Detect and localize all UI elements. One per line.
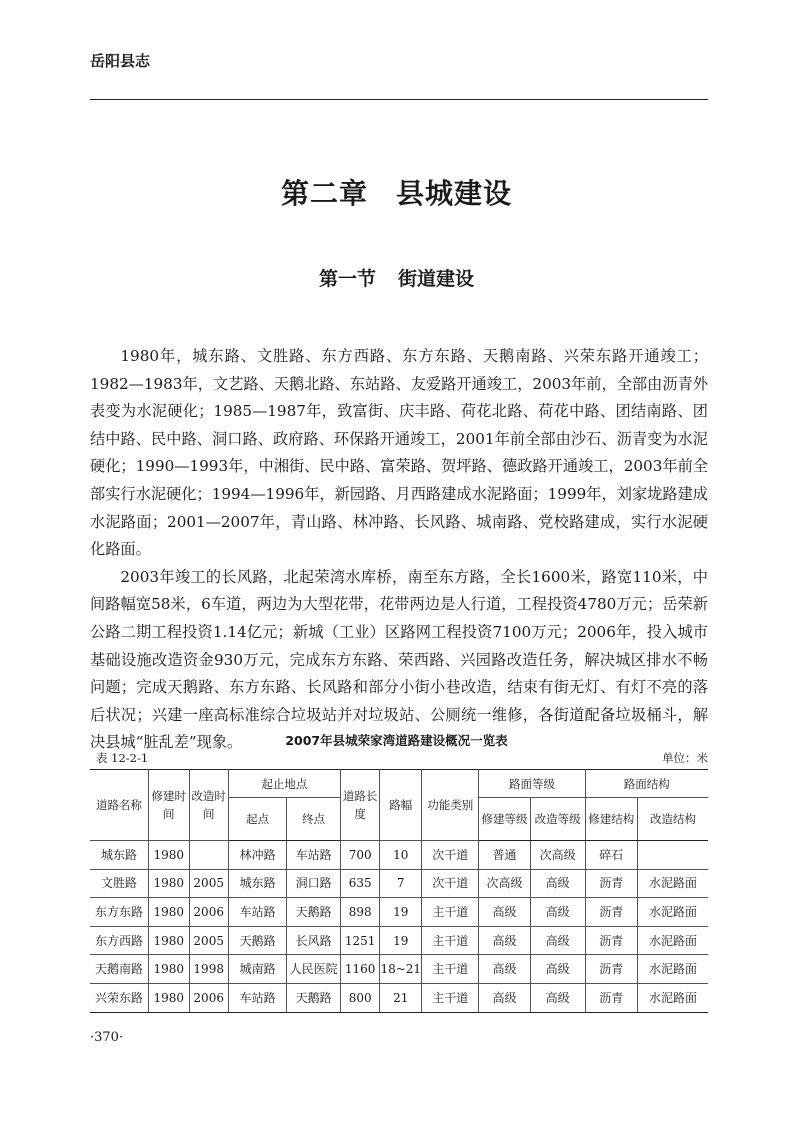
table-title: 2007年县城荣家湾道路建设概况一览表 [285,733,508,748]
header-structure-built: 修建结构 [585,798,637,841]
table-cell: 水泥路面 [638,955,708,984]
table-cell: 2006 [189,983,228,1012]
table-cell: 1160 [341,955,380,984]
table-cell: 水泥路面 [638,926,708,955]
table-cell: 7 [380,869,422,898]
table-cell: 高级 [479,926,530,955]
header-rebuilt: 改造时间 [189,770,228,841]
table-cell: 次干道 [422,869,479,898]
table-cell: 沥青 [585,869,637,898]
header-rule [90,99,708,100]
table-cell: 次高级 [530,841,585,870]
table-cell: 10 [380,841,422,870]
table-cell: 车站路 [287,841,341,870]
table-unit: 单位：米 [662,751,708,765]
table-cell: 高级 [479,983,530,1012]
body-text [90,343,708,757]
table-cell: 高级 [530,869,585,898]
table-cell: 2005 [189,869,228,898]
table-cell: 次高级 [479,869,530,898]
table-cell: 沥青 [585,898,637,927]
table-cell: 林冲路 [228,841,286,870]
table-cell: 车站路 [228,898,286,927]
table-cell: 水泥路面 [638,898,708,927]
table-cell: 普通 [479,841,530,870]
table-cell: 人民医院 [287,955,341,984]
chapter-number: 第二章 [280,177,368,210]
table-cell: 城南路 [228,955,286,984]
table-row [90,841,708,870]
header-function: 功能类别 [422,770,479,841]
table-cell: 城东路 [228,869,286,898]
table-cell: 水泥路面 [638,983,708,1012]
table-cell: 兴荣东路 [90,983,148,1012]
table-cell: 主干道 [422,955,479,984]
table-cell: 高级 [530,926,585,955]
running-head: 岳阳县志 [90,52,151,70]
header-width: 路幅 [380,770,422,841]
table-cell: 1980 [148,926,189,955]
header-endpoints: 起止地点 [228,770,340,798]
table-number: 表 12-2-1 [96,751,149,765]
table-cell: 天鹅路 [287,898,341,927]
table-cell: 高级 [530,983,585,1012]
table-cell: 19 [380,898,422,927]
table-cell: 700 [341,841,380,870]
chapter-name: 县城建设 [396,177,513,210]
table-cell: 1980 [148,841,189,870]
table-cell: 21 [380,983,422,1012]
table-cell: 沥青 [585,955,637,984]
header-end: 终点 [287,798,341,841]
header-start: 起点 [228,798,286,841]
table-cell: 主干道 [422,983,479,1012]
table-cell: 高级 [479,955,530,984]
table-cell: 东方西路 [90,926,148,955]
table-cell: 水泥路面 [638,869,708,898]
header-structure: 路面结构 [585,770,708,798]
table-cell: 天鹅路 [287,983,341,1012]
table-cell: 1980 [148,983,189,1012]
header-structure-rebuilt: 改造结构 [638,798,708,841]
table-cell: 1998 [189,955,228,984]
table-cell: 长风路 [287,926,341,955]
table-cell: 高级 [530,898,585,927]
header-grade-rebuilt: 改造等级 [530,798,585,841]
table-cell: 东方东路 [90,898,148,927]
table-cell: 1980 [148,869,189,898]
header-name: 道路名称 [90,770,148,841]
table-body [90,841,708,1013]
table-cell: 沥青 [585,926,637,955]
table-cell: 文胜路 [90,869,148,898]
table-cell: 1980 [148,898,189,927]
paragraph: 2003年竣工的长风路，北起荣湾水库桥，南至东方路，全长1600米，路宽110米，中间路幅宽58米，6车道，两边为大型花带，花带两边是人行道，工程投资4780万元；岳荣新公路二期工程投资1.14亿元；新城（工业）区路网工程投资7100万元；2006年，投入城市基础设施改造资金930万元，完成东方东路、荣西路、兴园路改造任务，解决城区排水不畅问题；完成天鹅路、东方东路、长风路和部分小街小巷改造，结束有街无灯、有灯不亮的落后状况；兴建一座高标准综合垃圾站并对垃圾站、公厕统一维修，各街道配备垃圾桶斗，解决县城“脏乱差”现象。 [90,567,708,752]
table-row [90,926,708,955]
page-number: ·370· [90,1030,124,1045]
table-row [90,955,708,984]
table-cell: 天鹅南路 [90,955,148,984]
table-cell: 洞口路 [287,869,341,898]
section-name: 街道建设 [398,268,475,290]
table-cell [638,841,708,870]
header-grade-built: 修建等级 [479,798,530,841]
table-cell: 主干道 [422,926,479,955]
header-built: 修建时间 [148,770,189,841]
table-cell: 沥青 [585,983,637,1012]
table-cell: 2005 [189,926,228,955]
table-cell: 2006 [189,898,228,927]
table-cell [189,841,228,870]
road-table [90,769,708,1013]
table-cell: 19 [380,926,422,955]
section-title [0,264,793,291]
table-cell: 城东路 [90,841,148,870]
table-row [90,898,708,927]
table-row [90,869,708,898]
paragraph: 1980年，城东路、文胜路、东方西路、东方东路、天鹅南路、兴荣东路开通竣工；1982—1983年，文艺路、天鹅北路、东站路、友爱路开通竣工，2003年前，全部由沥青外表变为水泥硬化；1985—1987年，致富街、庆丰路、荷花北路、荷花中路、团结南路、团结中路、民中路、洞口路、政府路、环保路开通竣工，2001年前全部由沙石、沥青变为水泥硬化；1990—1993年，中湘街、民中路、富荣路、贺坪路、德政路开通竣工，2003年前全部实行水泥硬化；1994—1996年，新园路、月西路建成水泥路面；1999年，刘家垅路建成水泥路面；2001—2007年，青山路、林冲路、长风路、城南路、党校路建成，实行水泥硬化路面。 [90,347,708,559]
table-cell: 高级 [479,898,530,927]
table-cell: 1980 [148,955,189,984]
table-cell: 1251 [341,926,380,955]
table-cell: 18~21 [380,955,422,984]
table-cell: 碎石 [585,841,637,870]
table-cell: 次干道 [422,841,479,870]
header-length: 道路长度 [341,770,380,841]
chapter-title [0,172,793,212]
table-cell: 高级 [530,955,585,984]
table-cell: 主干道 [422,898,479,927]
header-grade: 路面等级 [479,770,585,798]
table-row [90,983,708,1012]
table-cell: 635 [341,869,380,898]
section-number: 第一节 [318,268,376,290]
table-cell: 天鹅路 [228,926,286,955]
table-cell: 车站路 [228,983,286,1012]
table-cell: 898 [341,898,380,927]
table-cell: 800 [341,983,380,1012]
